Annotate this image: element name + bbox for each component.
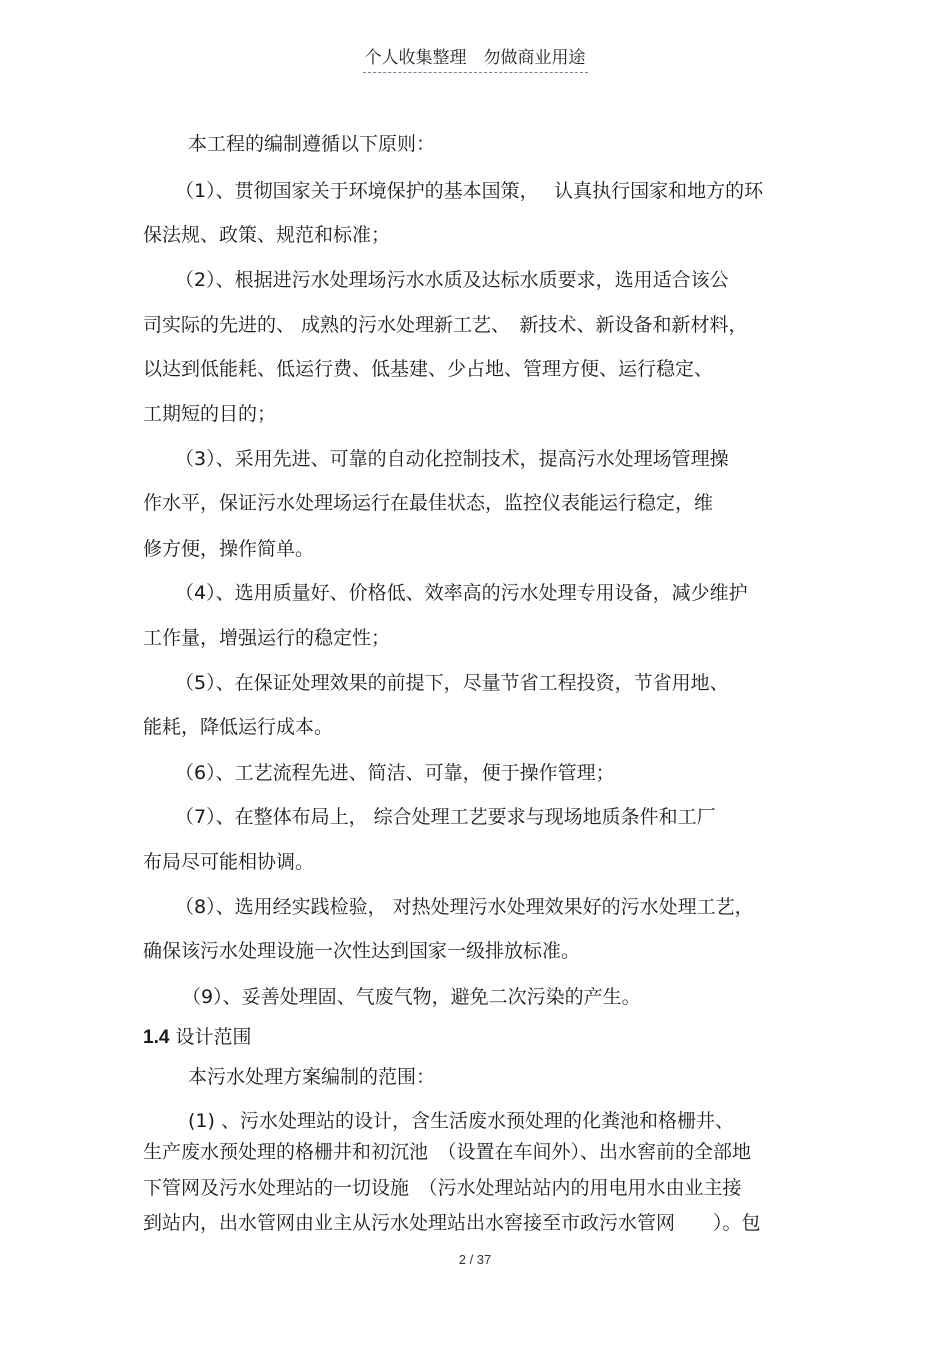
scope-intro-text: 本污水处理方案编制的范围： — [188, 1066, 436, 1088]
principle-line: （8）、选用经实践检验， 对热处理污水处理效果好的污水处理工艺， — [175, 896, 754, 918]
section-title: 设计范围 — [175, 1026, 252, 1048]
principle-line: （5）、在保证处理效果的前提下，尽量节省工程投资，节省用地、 — [175, 672, 729, 694]
page-header — [0, 46, 950, 73]
intro-text: 本工程的编制遵循以下原则： — [188, 133, 436, 155]
principle-line: （2）、根据进污水处理场污水水质及达标水质要求，选用适合该公 — [175, 269, 729, 291]
principle-line: 作水平，保证污水处理场运行在最佳状态，监控仪表能运行稳定，维 — [143, 492, 714, 514]
header-watermark-text: 个人收集整理 勿做商业用途 — [363, 46, 588, 73]
principle-line: （7）、在整体布局上， 综合处理工艺要求与现场地质条件和工厂 — [175, 806, 716, 828]
section-heading — [143, 1024, 251, 1051]
principle-line: 确保该污水处理设施一次性达到国家一级排放标准。 — [143, 940, 581, 962]
principle-line: 保法规、政策、规范和标准； — [143, 224, 391, 246]
scope-line: (1) 、污水处理站的设计，含生活废水预处理的化粪池和格栅井、 — [188, 1110, 734, 1132]
section-number: 1.4 — [143, 1027, 170, 1048]
principle-line: 布局尽可能相协调。 — [143, 851, 315, 873]
principle-line: 修方便，操作简单。 — [143, 538, 315, 560]
principle-line: （3）、采用先进、可靠的自动化控制技术，提高污水处理场管理操 — [175, 448, 729, 470]
principle-line: （6）、工艺流程先进、简洁、可靠，便于操作管理； — [175, 762, 615, 784]
principle-line: 能耗，降低运行成本。 — [143, 716, 334, 738]
scope-line: 生产废水预处理的格栅井和初沉池 （设置在车间外）、出水窖前的全部地 — [143, 1141, 752, 1163]
principle-line: 工作量，增强运行的稳定性； — [143, 627, 391, 649]
principle-line: （9）、妥善处理固、气废气物，避免二次污染的产生。 — [182, 986, 641, 1008]
principle-line: （1）、贯彻国家关于环境保护的基本国策， 认真执行国家和地方的环 — [175, 180, 764, 202]
page-number: 2 / 37 — [458, 1252, 492, 1267]
principle-line: 司实际的先进的、 成熟的污水处理新工艺、 新技术、新设备和新材料， — [143, 314, 748, 336]
scope-line: 到站内，出水管网由业主从污水处理站出水窖接至市政污水管网 ）。包 — [143, 1212, 761, 1234]
principle-line: 工期短的目的； — [143, 403, 277, 425]
principle-line: 以达到低能耗、低运行费、低基建、少占地、管理方便、运行稳定、 — [143, 358, 714, 380]
scope-line: 下管网及污水处理站的一切设施 （污水处理站站内的用电用水由业主接 — [143, 1177, 742, 1199]
principle-line: （4）、选用质量好、价格低、效率高的污水处理专用设备，减少维护 — [175, 582, 748, 604]
